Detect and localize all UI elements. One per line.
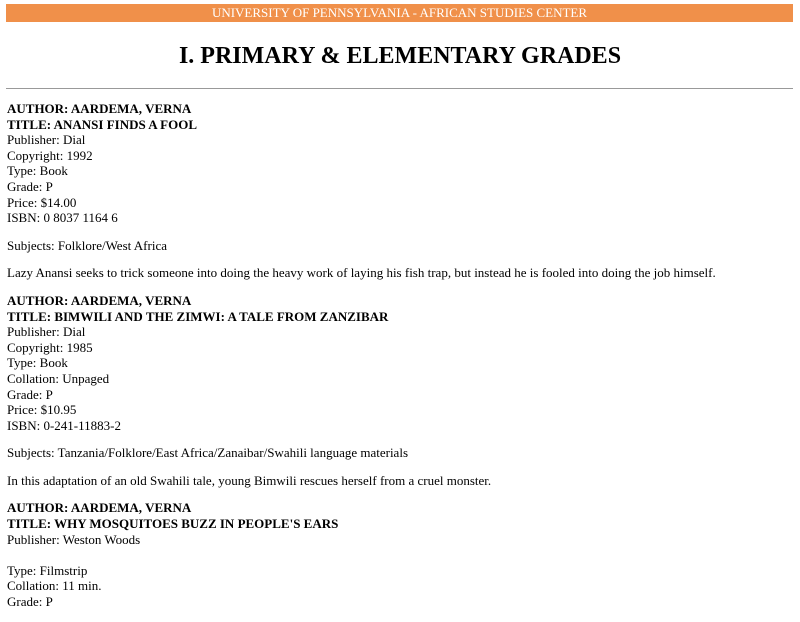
entry-subjects: Subjects: Folklore/West Africa	[7, 237, 167, 253]
entry-grade: Grade: P	[7, 594, 53, 610]
entry-title: TITLE: WHY MOSQUITOES BUZZ IN PEOPLE'S EARS	[7, 516, 339, 532]
page-title: I. PRIMARY & ELEMENTARY GRADES	[178, 43, 622, 69]
bibliography-content	[7, 101, 793, 622]
blank-line	[7, 547, 793, 563]
entry-why-mosquitoes-buzz	[7, 500, 793, 609]
entry-anansi-finds-a-fool	[7, 101, 793, 281]
entry-summary: In this adaptation of an old Swahili tale, young Bimwili rescues herself from a cruel monster.	[7, 472, 492, 488]
entry-grade: Grade: P	[7, 178, 53, 194]
entry-publisher: Publisher: Dial	[7, 324, 86, 340]
entry-price: Price: $10.95	[7, 402, 77, 418]
entry-collation: Collation: 11 min.	[7, 578, 102, 594]
entry-publisher: Publisher: Dial	[7, 132, 86, 148]
entry-type: Type: Book	[7, 355, 68, 371]
entry-author: AUTHOR: AARDEMA, VERNA	[7, 500, 192, 516]
entry-type: Type: Book	[7, 163, 68, 179]
horizontal-rule	[6, 88, 793, 89]
entry-title: TITLE: ANANSI FINDS A FOOL	[7, 116, 197, 132]
entry-copyright: Copyright: 1985	[7, 339, 93, 355]
entry-author: AUTHOR: AARDEMA, VERNA	[7, 101, 192, 116]
entry-collation: Collation: Unpaged	[7, 370, 110, 386]
entry-summary: Lazy Anansi seeks to trick someone into doing the heavy work of laying his fish trap, but instead he is fooled into doing the job himself.	[7, 265, 716, 281]
entry-subjects: Subjects: Tanzania/Folklore/East Africa/Zanaibar/Swahili language materials	[7, 445, 409, 461]
entry-bimwili-and-the-zimwi	[7, 293, 793, 489]
entry-isbn: ISBN: 0 8037 1164 6	[7, 210, 118, 226]
entry-isbn: ISBN: 0-241-11883-2	[7, 417, 121, 433]
entry-publisher: Publisher: Weston Woods	[7, 531, 141, 547]
site-banner: UNIVERSITY OF PENNSYLVANIA - AFRICAN STUDIES CENTER	[6, 4, 793, 22]
entry-title: TITLE: BIMWILI AND THE ZIMWI: A TALE FROM ZANZIBAR	[7, 308, 389, 324]
entry-grade: Grade: P	[7, 386, 53, 402]
entry-author: AUTHOR: AARDEMA, VERNA	[7, 292, 192, 308]
entry-price: Price: $14.00	[7, 194, 77, 210]
entry-copyright: Copyright: 1992	[7, 147, 93, 163]
entry-type: Type: Filmstrip	[7, 562, 88, 578]
